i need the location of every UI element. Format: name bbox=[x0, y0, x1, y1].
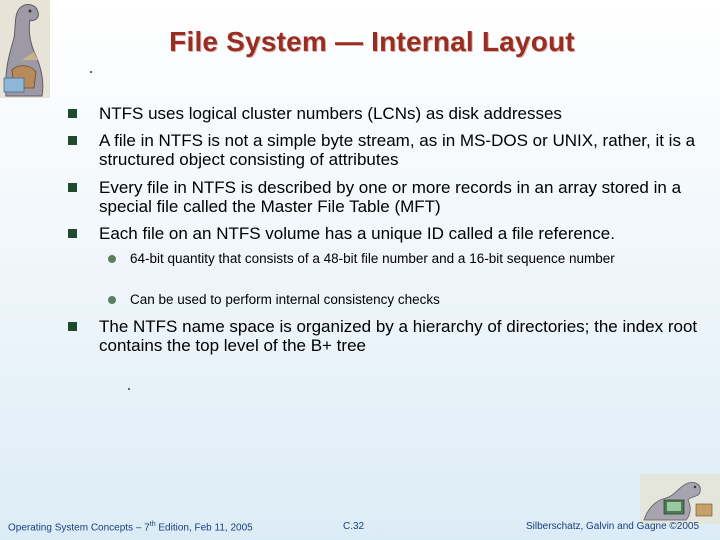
footer-left-sup: th bbox=[149, 521, 156, 528]
decorative-dot bbox=[128, 388, 130, 390]
bullet-text: A file in NTFS is not a simple byte stream, as in MS-DOS or UNIX, rather, it is a structured object consisting of attributes bbox=[99, 131, 696, 169]
dinosaur-computer-logo-icon bbox=[640, 474, 720, 524]
decorative-dot bbox=[90, 71, 92, 73]
footer-slide-number: C.32 bbox=[343, 521, 365, 532]
footer-copyright: Silberschatz, Galvin and Gagne ©2005 bbox=[526, 521, 700, 532]
slide-title: File System — Internal Layout bbox=[169, 26, 575, 57]
bullet-text: NTFS uses logical cluster numbers (LCNs) as disk addresses bbox=[99, 104, 562, 123]
square-bullet-icon bbox=[68, 136, 77, 145]
bullet-text: Every file in NTFS is described by one or more records in an array stored in a special file called the Master File Table (MFT) bbox=[99, 178, 682, 216]
square-bullet-icon bbox=[68, 183, 77, 192]
bullet-text: The NTFS name space is organized by a hierarchy of directories; the index root contains the top level of the B+ tree bbox=[99, 317, 698, 355]
footer-left-prefix: Operating System Concepts – 7 bbox=[8, 522, 150, 534]
footer-course-info bbox=[8, 521, 253, 533]
footer-left-suffix: Edition, Feb 11, 2005 bbox=[155, 522, 253, 534]
round-bullet-icon bbox=[108, 255, 116, 263]
bullet-text: Each file on an NTFS volume has a unique ID called a file reference. bbox=[99, 224, 615, 243]
square-bullet-icon bbox=[68, 322, 77, 331]
round-bullet-icon bbox=[108, 296, 116, 304]
square-bullet-icon bbox=[68, 109, 77, 118]
sub-bullet-text: Can be used to perform internal consistency checks bbox=[130, 292, 440, 307]
square-bullet-icon bbox=[68, 229, 77, 238]
sub-bullet-text: 64-bit quantity that consists of a 48-bit file number and a 16-bit sequence number bbox=[130, 251, 615, 266]
